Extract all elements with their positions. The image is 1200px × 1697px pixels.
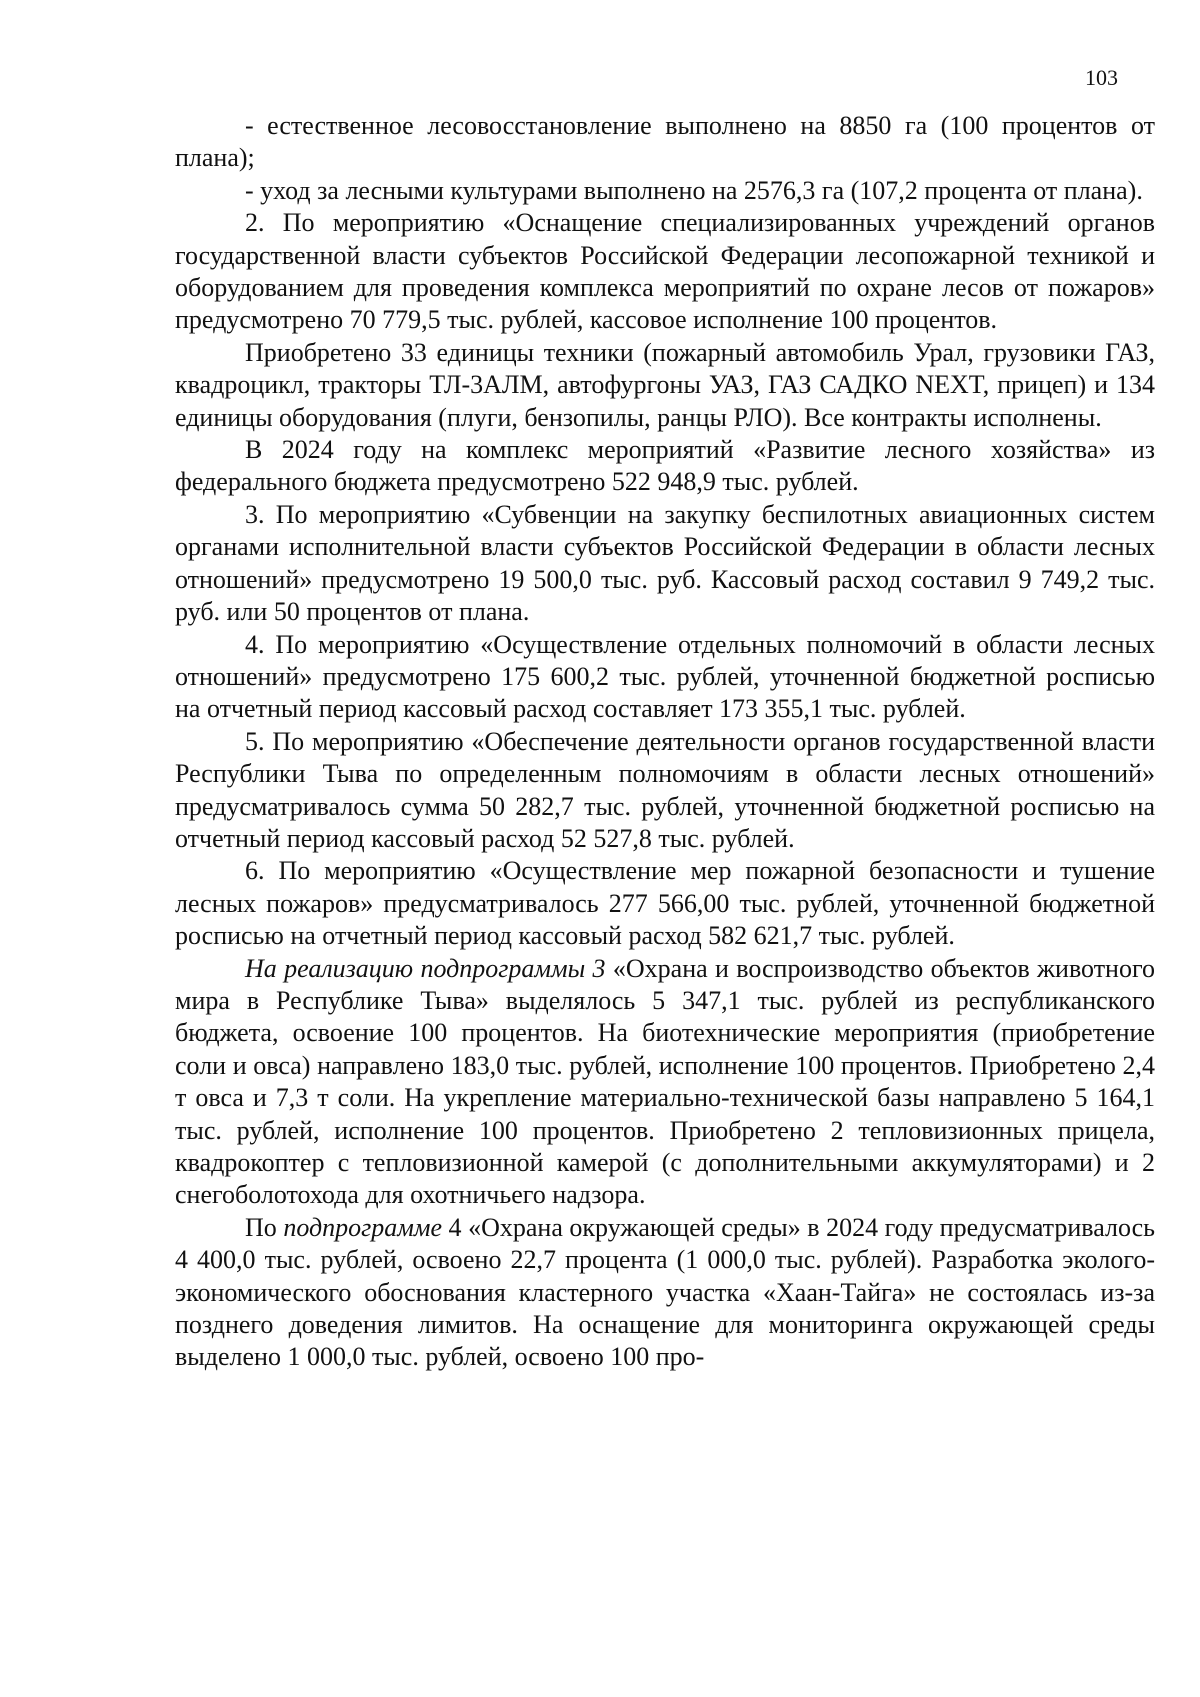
paragraph: - уход за лесными культурами выполнено на 2576,3 га (107,2 процента от плана). [245,175,1143,205]
italic-word: подпрограмме [283,1212,443,1242]
paragraph: 4. По мероприятию «Осуществление отдельных полномочий в области лесных отношений» предусмотрено 175 600,2 тыс. рублей, уточненной бюджетной росписью на отчетный период кассовый расход составляет 173 355,1 тыс. рублей. [175,629,1155,724]
paragraph: Приобретено 33 единицы техники (пожарный автомобиль Урал, грузовики ГАЗ, квадроцикл, тракторы ТЛ-3АЛМ, автофургоны УАЗ, ГАЗ САДКО NEXT, прицеп) и 134 единицы оборудования (плуги, бензопилы, ранцы РЛО). Все контракты исполнены. [175,337,1155,432]
paragraph-lead: По [245,1212,284,1242]
paragraph: В 2024 году на комплекс мероприятий «Развитие лесного хозяйства» из федерального бюджета предусмотрено 522 948,9 тыс. рублей. [175,435,1155,497]
paragraph-text: «Охрана и воспроизводство объектов животного мира в Республике Тыва» выделялось 5 347,1 тыс. рублей из республиканского бюджета, освоение 100 процентов. На биотехнические мероприятия (приобретение соли и овса) направлено 183,0 тыс. рублей, исполнение 100 процентов. Приобретено 2,4 т овса и 7,3 т соли. На укрепление материально-технической базы направлено 5 164,1 тыс. рублей, исполнение 100 процентов. Приобретено 2 тепловизионных прицела, квадрокоптер с тепловизионной камерой (с дополнительными аккумуляторами) и 2 снегоболотохода для охотничьего надзора. [175,953,1155,1210]
paragraph: 2. По мероприятию «Оснащение специализированных учреждений органов государственной власти субъектов Российской Федерации лесопожарной техникой и оборудованием для проведения комплекса мероприятий по охране лесов от пожаров» предусмотрено 70 779,5 тыс. рублей, кассовое исполнение 100 процентов. [175,208,1155,335]
paragraph: 6. По мероприятию «Осуществление мер пожарной безопасности и тушение лесных пожаров» предусматривалось 277 566,00 тыс. рублей, уточненной бюджетной росписью на отчетный период кассовый расход 582 621,7 тыс. рублей. [175,856,1155,951]
paragraph-text: 4 «Охрана окружающей среды» в 2024 году предусматривалось 4 400,0 тыс. рублей, освоено 22,7 процента (1 000,0 тыс. рублей). Разработка эколого-экономического обоснования кластерного участка «Хаан-Тайга» не состоялась из-за позднего доведения лимитов. На оснащение для мониторинга окружающей среды выделено 1 000,0 тыс. рублей, освоено 100 про- [175,1212,1155,1372]
paragraph-subprogram-3 [175,953,1155,1212]
paragraph-subprogram-4 [175,1212,1155,1374]
paragraph: - естественное лесовосстановление выполнено на 8850 га (100 процентов от плана); [175,111,1155,173]
paragraph: 3. По мероприятию «Субвенции на закупку беспилотных авиационных систем органами исполнительной власти субъектов Российской Федерации в области лесных отношений» предусмотрено 19 500,0 тыс. руб. Кассовый расход составил 9 749,2 тыс. руб. или 50 процентов от плана. [175,499,1155,627]
page-number: 103 [1085,65,1118,90]
italic-lead: На реализацию подпрограммы 3 [245,953,606,983]
paragraph: 5. По мероприятию «Обеспечение деятельности органов государственной власти Республики Тыва по определенным полномочиям в области лесных отношений» предусматривалось сумма 50 282,7 тыс. рублей, уточненной бюджетной росписью на отчетный период кассовый расход 52 527,8 тыс. рублей. [175,726,1155,853]
document-body [175,110,1155,1374]
